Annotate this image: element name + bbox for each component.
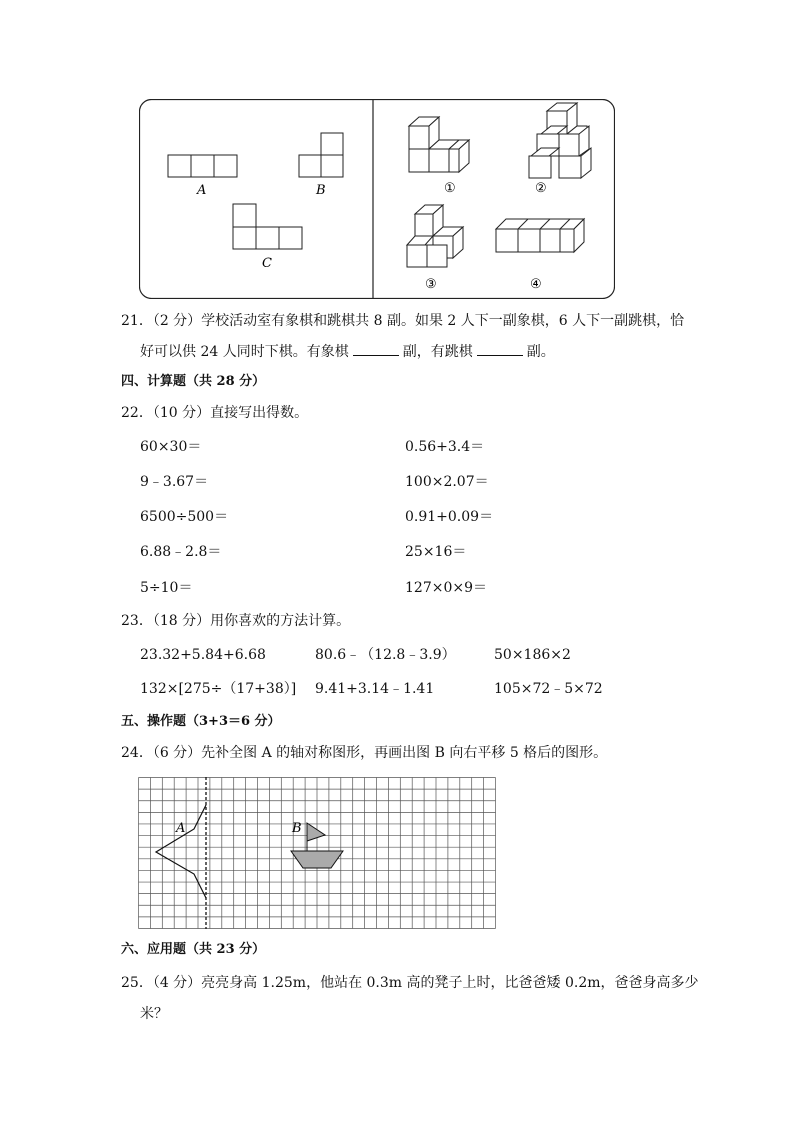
q22-item: 60×30＝ [140, 439, 202, 455]
q21-blank-checkers[interactable] [477, 342, 523, 356]
view-c [233, 204, 302, 249]
section-6-heading: 六、应用题（共 23 分） [121, 942, 266, 957]
q22-item: 25×16＝ [405, 544, 467, 560]
section-4-heading: 四、计算题（共 28 分） [121, 374, 266, 389]
q23-item: 23.32+5.84+6.68 [140, 647, 266, 663]
view-c-label: C [262, 256, 272, 271]
section-5-heading: 五、操作题（3+3＝6 分） [121, 714, 281, 729]
solid-3 [407, 205, 463, 267]
solid-2-label: ② [535, 181, 547, 196]
q21-text-a: 好可以供 24 人同时下棋。有象棋 [140, 344, 349, 360]
q23-item: 105×72﹣5×72 [494, 681, 603, 697]
solid-4-label: ④ [530, 277, 542, 292]
solid-1-label: ① [444, 181, 456, 196]
q25-line1: 25．（4 分）亮亮身高 1.25m，他站在 0.3m 高的凳子上时，比爸爸矮 0.2m，爸爸身高多少 [121, 975, 699, 991]
q25-line2: 米？ [140, 1006, 168, 1022]
q22-item: 5÷10＝ [140, 580, 193, 596]
q23-item: 50×186×2 [494, 647, 571, 663]
solid-4 [496, 219, 584, 252]
figure-b-hull [291, 851, 343, 868]
solid-1 [409, 117, 469, 172]
figure-a-half [156, 805, 206, 898]
q22-item: 9﹣3.67＝ [140, 474, 209, 490]
q23-item: 9.41+3.14﹣1.41 [315, 681, 435, 697]
figure-b-sail [307, 823, 325, 841]
q23-stem: 23．（18 分）用你喜欢的方法计算。 [121, 613, 351, 629]
q23-item: 80.6﹣（12.8﹣3.9） [315, 647, 456, 663]
view-a [168, 155, 237, 177]
q23-item: 132×[275÷（17+38）] [140, 681, 297, 697]
solid-2 [529, 103, 591, 178]
q22-item: 6.88﹣2.8＝ [140, 544, 222, 560]
q22-item: 0.56+3.4＝ [405, 439, 485, 455]
q22-item: 0.91+0.09＝ [405, 509, 494, 525]
q21-blank-chess[interactable] [353, 342, 399, 356]
q24-stem: 24．（6 分）先补全图 A 的轴对称图形，再画出图 B 向右平移 5 格后的图形。 [121, 745, 608, 761]
q21-text-b: 副，有跳棋 [402, 344, 473, 360]
q22-item: 6500÷500＝ [140, 509, 229, 525]
cube-figure [139, 99, 615, 299]
q21-text-c: 副。 [526, 344, 555, 360]
figure-a-label: A [176, 821, 186, 836]
q22-stem: 22．（10 分）直接写出得数。 [121, 405, 309, 421]
solid-3-label: ③ [425, 277, 437, 292]
q21-line1: 21．（2 分）学校活动室有象棋和跳棋共 8 副。如果 2 人下一副象棋，6 人下一副跳棋，恰 [121, 313, 685, 329]
view-a-label: A [197, 183, 207, 198]
q22-item: 100×2.07＝ [405, 474, 489, 490]
view-b-label: B [316, 183, 326, 198]
figure-b-label: B [292, 821, 302, 836]
grid-figure[interactable] [138, 777, 496, 929]
q21-line2 [140, 342, 555, 362]
q22-item: 127×0×9＝ [405, 580, 487, 596]
view-b [299, 133, 343, 177]
